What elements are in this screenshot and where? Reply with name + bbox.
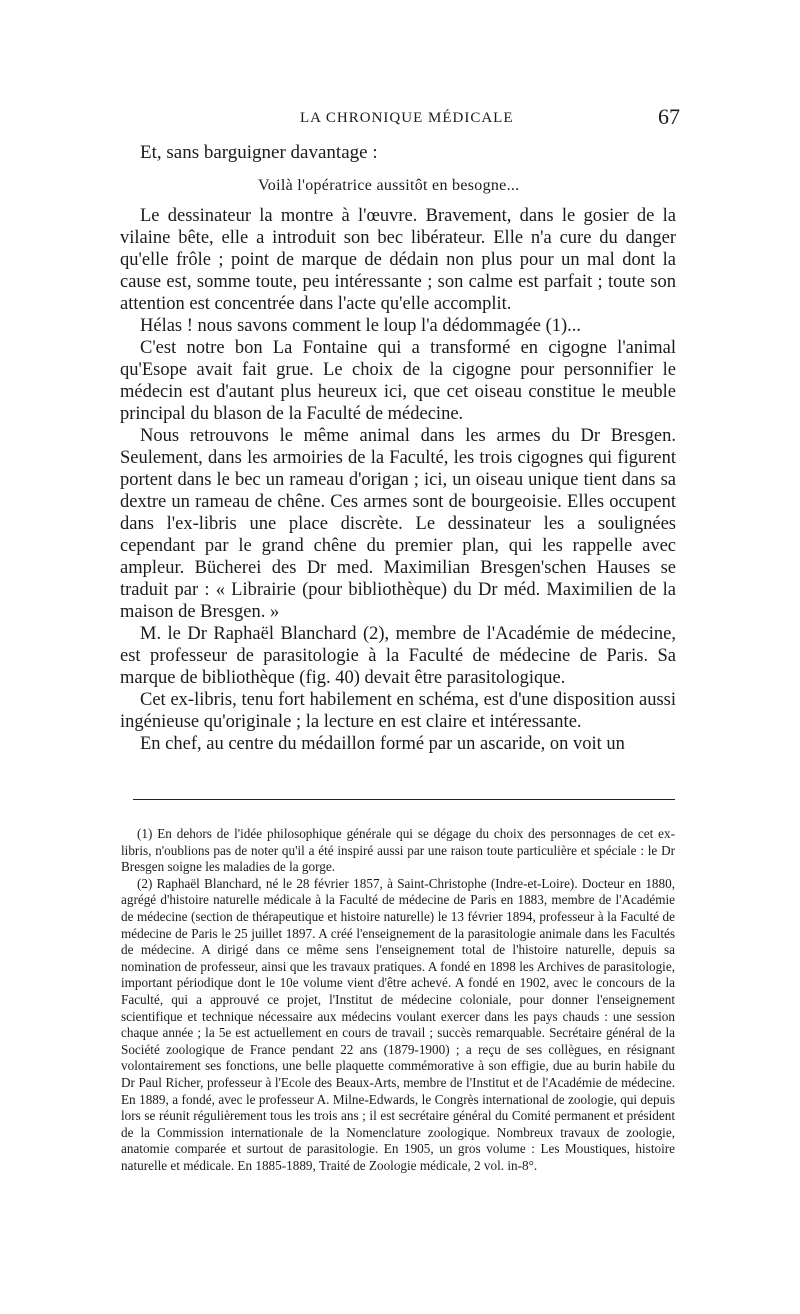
- verse-quote: Voilà l'opératrice aussitôt en besogne...: [258, 177, 520, 194]
- paragraph-5: M. le Dr Raphaël Blanchard (2), membre de l'Académie de médecine, est professeur de parasitologie à la Faculté de médecine de Paris. Sa marque de bibliothèque (fig. 40) devait être parasitologique.: [120, 624, 676, 688]
- paragraph-7: En chef, au centre du médaillon formé par un ascaride, on voit un: [140, 734, 625, 754]
- paragraph-2: Hélas ! nous savons comment le loup l'a dédommagée (1)...: [140, 316, 582, 336]
- paragraph-6: Cet ex-libris, tenu fort habilement en schéma, est d'une disposition aussi ingénieuse qu'originale ; la lecture en est claire et intéressante.: [120, 690, 676, 732]
- main-text: [120, 205, 676, 755]
- paragraph-4: Nous retrouvons le même animal dans les armes du Dr Bresgen. Seulement, dans les armoiries de la Faculté, les trois cigognes qui figurent portent dans le bec un rameau d'origan ; ici, un oiseau unique tient dans sa dextre un rameau de chêne. Ces armes sont de bourgeoisie. Elles occupent dans l'ex-libris une place discrète. Le dessinateur les a soulignées cependant par le grand chêne du premier plan, qui les rappelle avec ampleur. Bücherei des Dr med. Maximilian Bresgen'schen Hauses se traduit par : « Librairie (pour bibliothèque) du Dr méd. Maximilien de la maison de Bresgen. »: [120, 426, 676, 622]
- intro-line: Et, sans barguigner davantage :: [140, 142, 378, 163]
- footnote-separator: [133, 799, 675, 800]
- running-title: LA CHRONIQUE MÉDICALE: [300, 110, 514, 126]
- page-number: 67: [658, 104, 680, 129]
- footnote-2: (2) Raphaël Blanchard, né le 28 février 1857, à Saint-Christophe (Indre-et-Loire). Docteur en 1880, agrégé d'histoire naturelle médicale à la Faculté de médecine de Paris en 1883, membre de l'Académie de médecine (section de thérapeutique et histoire naturelle) le 13 février 1894, professeur à la Faculté de médecine de Paris le 25 juillet 1897. A créé l'enseignement de la parasitologie animale dans les Facultés de médecine. A dirigé dans ce même sens l'enseignement total de l'histoire naturelle, depuis sa nomination de professeur, ainsi que les travaux pratiques. A fondé en 1898 les Archives de parasitologie, important périodique dont le 10e volume vient d'être achevé. A fondé en 1902, avec le concours de la Faculté, qui a approuvé ce projet, l'Institut de médecine coloniale, pour donner l'enseignement scientifique et technique nécessaire aux médecins voulant exercer dans les pays chauds : une session chaque année ; la 5e est actuellement en cours de travail ; succès remarquable. Secrétaire général de la Société zoologique de France pendant 22 ans (1879-1900) ; a reçu de ses collègues, en résignant volontairement ses fonctions, une belle plaquette commémorative à son effigie, due au burin habile du Dr Paul Richer, professeur à l'Ecole des Beaux-Arts, membre de l'Institut et de l'Académie de médecine. En 1889, a fondé, avec le professeur A. Milne-Edwards, le Congrès international de zoologie, qui depuis lors se réunit régulièrement tous les trois ans ; il est secrétaire général du Comité permanent et président de la Commission internationale de la Nomenclature zoologique. Nombreux travaux de zoologie, anatomie comparée et surtout de parasitologie. En 1905, un gros volume : Les Moustiques, histoire naturelle et médicale. En 1885-1889, Traité de Zoologie médicale, 2 vol. in-8°.: [121, 875, 675, 1173]
- footnote-1: (1) En dehors de l'idée philosophique générale qui se dégage du choix des personnages de cet ex-libris, n'oublions pas de noter qu'il a été inspiré aussi par une raison toute particulière et spéciale : le Dr Bresgen soigne les maladies de la gorge.: [121, 826, 675, 875]
- paragraph-3: C'est notre bon La Fontaine qui a transformé en cigogne l'animal qu'Esope avait fait grue. Le choix de la cigogne pour personnifier le médecin est d'autant plus heureux ici, que cet oiseau constitue le meuble principal du blason de la Faculté de médecine.: [120, 338, 676, 424]
- page-header: [120, 106, 680, 136]
- paragraph-1: Le dessinateur la montre à l'œuvre. Bravement, dans le gosier de la vilaine bête, elle a introduit son bec libérateur. Elle n'a cure du danger qu'elle frôle ; point de marque de dédain non plus pour un mal dont la cause est, somme toute, peu intéressante ; son calme est parfait ; toute son attention est concentrée dans l'acte qu'elle accomplit.: [120, 206, 676, 314]
- footnotes: [121, 826, 675, 1174]
